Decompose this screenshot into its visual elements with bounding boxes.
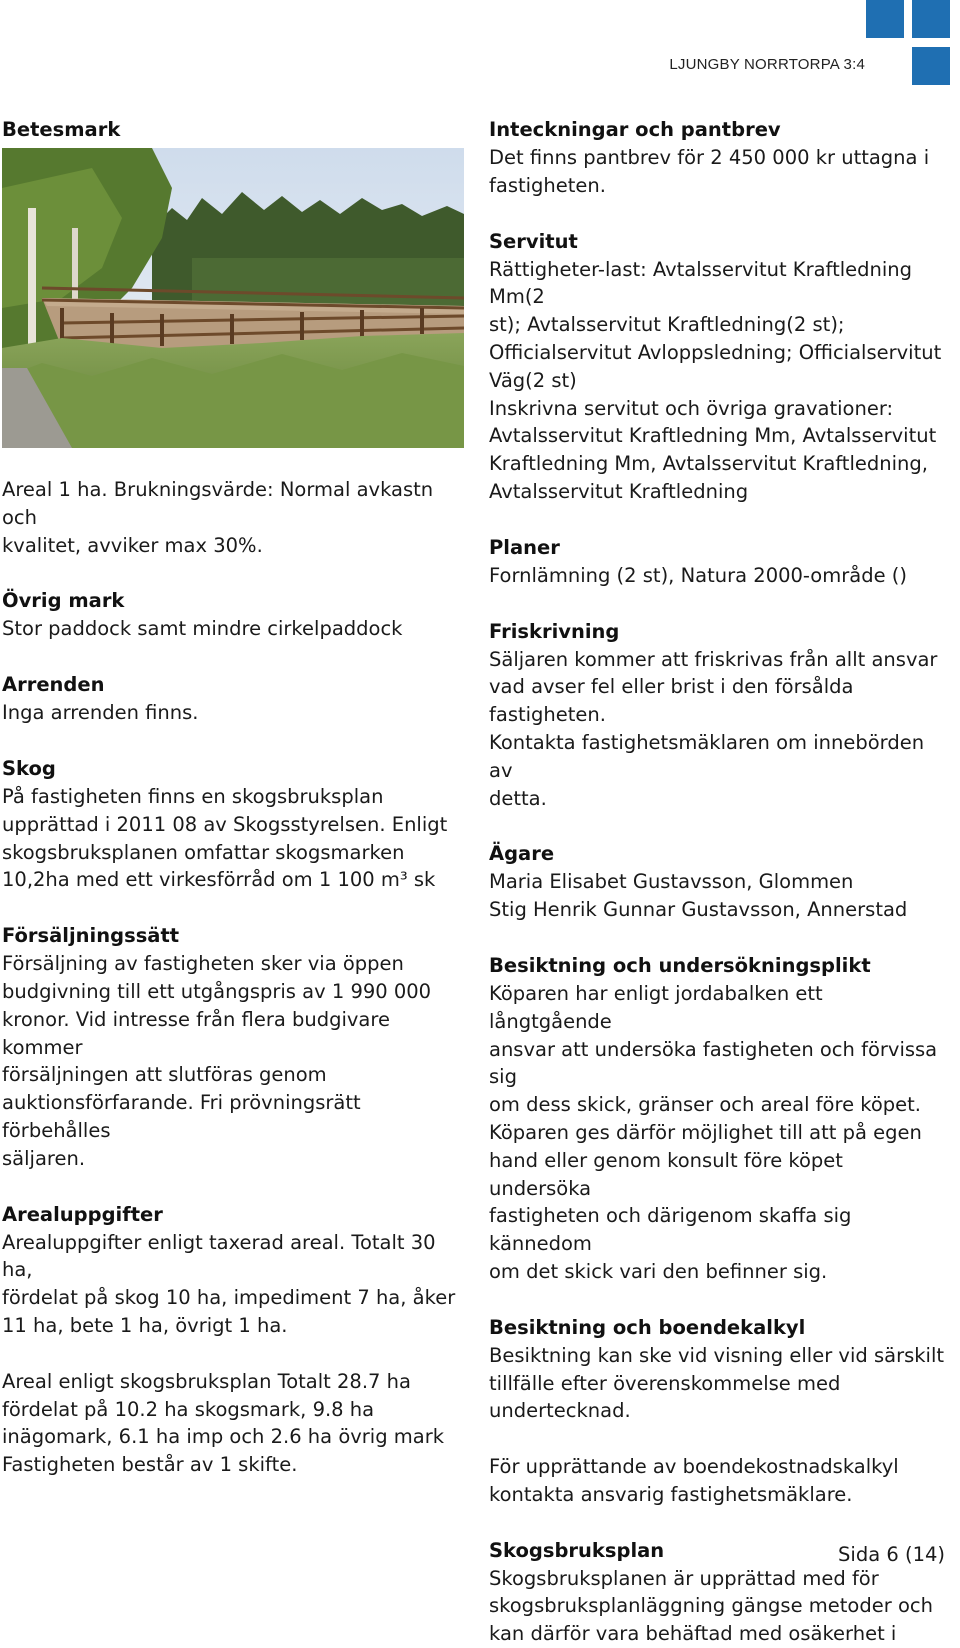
text-line: Avtalsservitut Kraftledning Mm, Avtalsservitut (489, 424, 937, 448)
text-line: Köparen ges därför möjlighet till att på egen (489, 1120, 922, 1144)
section-heading: Inteckningar och pantbrev (489, 118, 781, 141)
section-besiktning-undersokningsplikt (489, 952, 951, 1286)
company-logo (864, 0, 960, 88)
text-line: hand eller genom konsult före köpet undersöka (489, 1148, 843, 1200)
text-line: Stig Henrik Gunnar Gustavsson, Annerstad (489, 898, 908, 922)
section-heading: Skogsbruksplan (489, 1538, 665, 1562)
section-heading: Besiktning och boendekalkyl (489, 1315, 806, 1339)
text-line: Det finns pantbrev för 2 450 000 kr uttagna i (489, 146, 930, 169)
section-heading: Besiktning och undersökningsplikt (489, 953, 871, 977)
section-heading: Arrenden (2, 673, 105, 697)
text-line: skogsbruksplanläggning gängse metoder och (489, 1594, 933, 1618)
section-servitut (489, 228, 951, 506)
text-line: Areal enligt skogsbruksplan Totalt 28.7 ha (2, 1369, 411, 1393)
section-planer (489, 534, 951, 590)
text-line: Fornlämning (2 st), Natura 2000-område () (489, 563, 907, 587)
text-line: undertecknad. (489, 1399, 631, 1423)
section-agare (489, 840, 951, 924)
paragraph: Stor paddock samt mindre cirkelpaddock (2, 617, 403, 641)
text-line: upprättad i 2011 08 av Skogsstyrelsen. Enligt (2, 812, 448, 836)
section-inteckningar (489, 116, 951, 200)
section-besiktning-boendekalkyl (489, 1314, 951, 1509)
text-line: vad avser fel eller brist i den försålda fastigheten. (489, 675, 854, 727)
section-heading: Skog (2, 756, 56, 780)
text-line: Arealuppgifter enligt taxerad areal. Totalt 30 ha, (2, 1230, 436, 1282)
text-line: Kontakta fastighetsmäklaren om innebörden av (489, 730, 925, 782)
text-line: inägomark, 6.1 ha imp och 2.6 ha övrig mark (2, 1425, 445, 1449)
section-skog (2, 755, 464, 894)
section-heading: Ägare (489, 842, 555, 866)
text-line: Väg(2 st) (489, 368, 577, 392)
text-line: fördelat på skog 10 ha, impediment 7 ha, åker (2, 1286, 456, 1310)
section-heading: Planer (489, 535, 560, 559)
text-line: Säljaren kommer att friskrivas från allt ansvar (489, 647, 938, 671)
logo-square (912, 0, 950, 38)
text-line: Inskrivna servitut och övriga gravationer: (489, 396, 894, 420)
text-line: Fastigheten består av 1 skifte. (2, 1453, 298, 1477)
left-column (2, 116, 464, 1479)
logo-square (912, 47, 950, 85)
text-line: 11 ha, bete 1 ha, övrigt 1 ha. (2, 1313, 288, 1337)
paragraph: Inga arrenden finns. (2, 701, 199, 725)
section-heading: Försäljningssätt (2, 924, 180, 948)
text-line: För upprättande av boendekostnadskalkyl (489, 1455, 899, 1479)
text-line: Skogsbruksplanen är upprättad med för (489, 1566, 879, 1590)
text-line: 10,2ha med ett virkesförråd om 1 100 m³ sk (2, 868, 436, 892)
page-number: Sida 6 (14) (838, 1543, 945, 1566)
right-column (489, 116, 951, 1648)
text-line: budgivning till ett utgångspris av 1 990 000 (2, 979, 432, 1003)
section-heading: Betesmark (2, 118, 121, 141)
section-heading: Servitut (489, 229, 578, 253)
text-line: fastigheten. (489, 173, 606, 197)
text-line: st); Avtalsservitut Kraftledning(2 st); (489, 313, 845, 337)
section-friskrivning (489, 618, 951, 813)
paddock-photo (2, 148, 464, 448)
text-line: säljaren. (2, 1146, 86, 1170)
text-line: skogsbruksplanen omfattar skogsmarken (2, 840, 405, 864)
section-heading: Friskrivning (489, 619, 620, 643)
section-heading: Övrig mark (2, 589, 125, 613)
section-arealuppgifter (2, 1201, 464, 1479)
section-arrenden (2, 671, 464, 727)
section-ovrig-mark (2, 587, 464, 643)
text-line: Försäljning av fastigheten sker via öppen (2, 952, 404, 976)
text-line: försäljningen att slutföras genom (2, 1063, 327, 1087)
text-line: Officialservitut Avloppsledning; Officialservitut (489, 340, 942, 364)
text-line: ansvar att undersöka fastigheten och förvissa sig (489, 1037, 938, 1089)
text-line: auktionsförfarande. Fri prövningsrätt förbehålles (2, 1091, 361, 1142)
text-line: om det skick vari den befinner sig. (489, 1259, 828, 1283)
paragraph: kvalitet, avviker max 30%. (2, 533, 263, 557)
text-line: På fastigheten finns en skogsbruksplan (2, 784, 384, 808)
text-line: fastigheten och därigenom skaffa sig kännedom (489, 1204, 852, 1256)
text-line: kontakta ansvarig fastighetsmäklare. (489, 1482, 853, 1506)
document-title: LJUNGBY NORRTORPA 3:4 (669, 56, 865, 73)
text-line: om dess skick, gränser och areal före köpet. (489, 1093, 922, 1117)
text-line: kan därför vara behäftad med osäkerhet i (489, 1622, 897, 1646)
text-line: Kraftledning Mm, Avtalsservitut Kraftledning, (489, 452, 928, 476)
section-forsaljningssatt (2, 922, 464, 1172)
text-line: kronor. Vid intresse från flera budgivare kommer (2, 1007, 390, 1059)
text-line: tillfälle efter överenskommelse med (489, 1371, 841, 1395)
text-line: Avtalsservitut Kraftledning (489, 479, 749, 503)
text-line: fördelat på 10.2 ha skogsmark, 9.8 ha (2, 1397, 375, 1421)
text-line: Besiktning kan ske vid visning eller vid särskilt (489, 1343, 945, 1367)
section-betesmark (2, 116, 464, 559)
text-line: Rättigheter-last: Avtalsservitut Kraftledning Mm(2 (489, 257, 913, 309)
text-line: Maria Elisabet Gustavsson, Glommen (489, 870, 854, 894)
section-heading: Arealuppgifter (2, 1202, 163, 1226)
text-line: detta. (489, 786, 547, 810)
logo-square (866, 0, 904, 38)
paragraph: Areal 1 ha. Brukningsvärde: Normal avkastn och (2, 478, 434, 529)
text-line: Köparen har enligt jordabalken ett långtgående (489, 981, 823, 1033)
